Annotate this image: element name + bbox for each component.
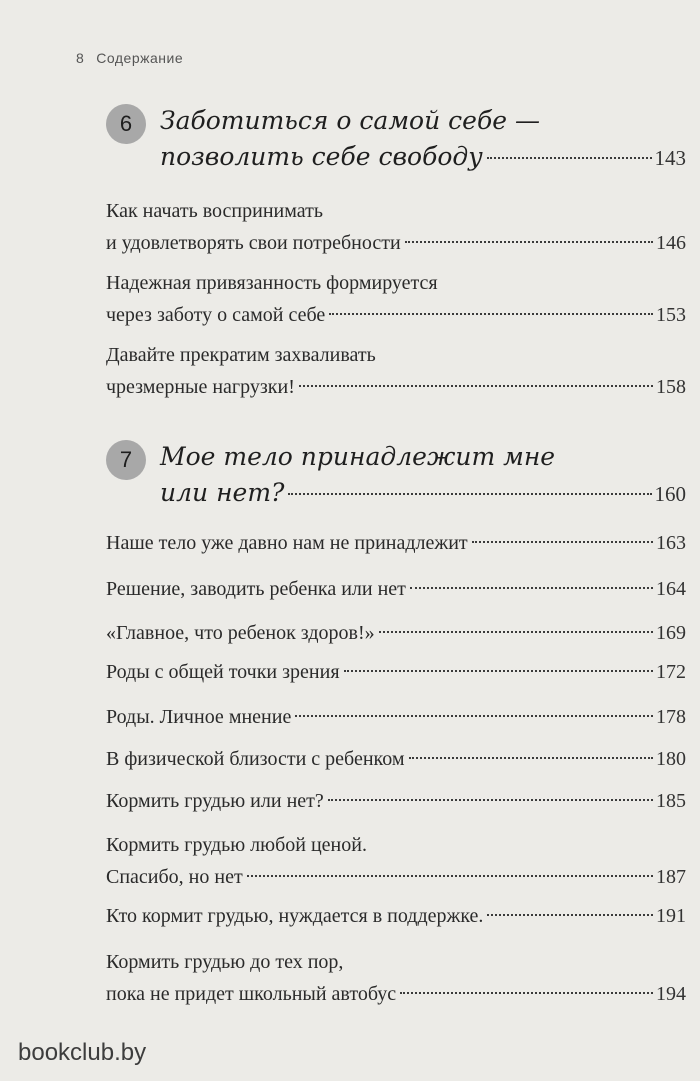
chapter-page-number: 143 xyxy=(654,146,686,170)
toc-entry[interactable] xyxy=(106,785,686,817)
chapter-page-number: 160 xyxy=(654,482,686,506)
toc-entry-line2: и удовлетворять свои потребности xyxy=(106,232,401,254)
dot-leader xyxy=(405,241,653,243)
toc-entry[interactable] xyxy=(106,946,686,1010)
toc-entry-line2: Спасибо, но нет xyxy=(106,866,243,888)
toc-entry-line2: чрезмерные нагрузки! xyxy=(106,376,295,398)
chapter-number-badge: 7 xyxy=(106,440,146,480)
toc-entry-line1: Как начать воспринимать xyxy=(106,200,323,222)
toc-entry-page: 169 xyxy=(656,622,686,644)
dot-leader xyxy=(400,992,653,994)
toc-entry-page: 194 xyxy=(656,983,686,1005)
chapter-title-line2: позволить себе свободу xyxy=(160,142,483,171)
section-title: Содержание xyxy=(96,50,184,66)
toc-entry-title: В физической близости с ребенком xyxy=(106,748,405,770)
dot-leader xyxy=(247,875,653,877)
dot-leader xyxy=(487,157,652,159)
dot-leader xyxy=(299,385,653,387)
dot-leader xyxy=(295,715,653,717)
toc-entry-page: 185 xyxy=(656,790,686,812)
toc-entry-page: 178 xyxy=(656,706,686,728)
toc-entry-page: 146 xyxy=(656,232,686,254)
toc-entry-page: 164 xyxy=(656,578,686,600)
dot-leader xyxy=(344,670,653,672)
toc-entry-title: Роды. Личное мнение xyxy=(106,706,292,728)
toc-entry-page: 191 xyxy=(656,905,686,927)
dot-leader xyxy=(472,541,653,543)
chapter-title-line2-row xyxy=(160,478,686,507)
toc-entry-line1: Надежная привязанность формируется xyxy=(106,272,438,294)
page-header xyxy=(76,50,183,66)
toc-entry[interactable] xyxy=(106,656,686,688)
toc-entry-line1: Давайте прекратим захваливать xyxy=(106,344,376,366)
toc-entry[interactable] xyxy=(106,195,686,259)
toc-entry-title: Наше тело уже давно нам не принадлежит xyxy=(106,532,468,554)
dot-leader xyxy=(328,799,653,801)
dot-leader xyxy=(487,914,653,916)
toc-entry-title: Кормить грудью или нет? xyxy=(106,790,324,812)
toc-entry-page: 172 xyxy=(656,661,686,683)
toc-entry-line2: через заботу о самой себе xyxy=(106,304,326,326)
watermark: bookclub.by xyxy=(18,1039,147,1066)
toc-entry-line2: пока не придет школьный автобус xyxy=(106,983,397,1005)
toc-entry[interactable] xyxy=(106,617,686,649)
dot-leader xyxy=(288,493,651,495)
toc-entry-page: 158 xyxy=(656,376,686,398)
toc-entry-title: Роды с общей точки зрения xyxy=(106,661,340,683)
page-number: 8 xyxy=(76,50,85,66)
dot-leader xyxy=(409,757,653,759)
toc-entry-title: Кто кормит грудью, нуждается в поддержке. xyxy=(106,905,484,927)
toc-entry[interactable] xyxy=(106,829,686,893)
dot-leader xyxy=(410,587,653,589)
toc-entry-title: Решение, заводить ребенка или нет xyxy=(106,578,406,600)
toc-entry-page: 153 xyxy=(656,304,686,326)
toc-entry-page: 180 xyxy=(656,748,686,770)
chapter-title-line2: или нет? xyxy=(160,478,285,507)
chapter-title-line2-row xyxy=(160,142,686,171)
dot-leader xyxy=(329,313,653,315)
dot-leader xyxy=(379,631,653,633)
toc-entry[interactable] xyxy=(106,267,686,331)
toc-entry-line1: Кормить грудью любой ценой. xyxy=(106,834,367,856)
toc-entry[interactable] xyxy=(106,743,686,775)
chapter-title-line1: Мое тело принадлежит мне xyxy=(160,442,556,471)
toc-entry[interactable] xyxy=(106,573,686,605)
toc-entry[interactable] xyxy=(106,701,686,733)
toc-entry[interactable] xyxy=(106,527,686,559)
chapter-title-line1: Заботиться о самой себе — xyxy=(160,106,540,135)
chapter-number-badge: 6 xyxy=(106,104,146,144)
toc-entry-page: 163 xyxy=(656,532,686,554)
toc-entry[interactable] xyxy=(106,339,686,403)
toc-entry-title: «Главное, что ребенок здоров!» xyxy=(106,622,375,644)
toc-entry[interactable] xyxy=(106,900,686,932)
toc-entry-page: 187 xyxy=(656,866,686,888)
toc-entry-line1: Кормить грудью до тех пор, xyxy=(106,951,344,973)
